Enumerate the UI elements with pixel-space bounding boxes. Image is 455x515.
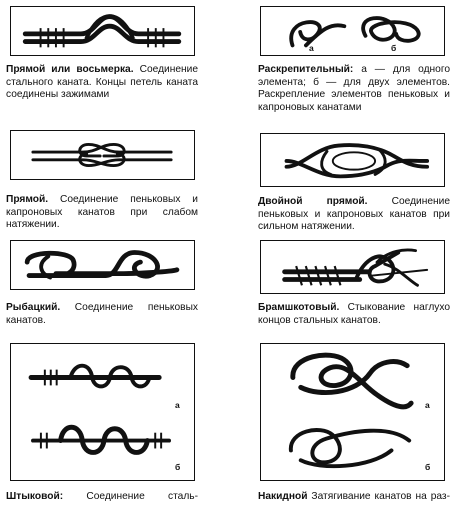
knot-caption-6 xyxy=(258,302,450,327)
knot-description: Соединение пеньковых канатов. xyxy=(6,302,198,326)
fishermans-knot-icon xyxy=(11,241,194,289)
sheet-bend-knot-icon xyxy=(261,241,444,293)
figure-label-b: б xyxy=(425,462,431,472)
knot-title: Брамшкотовый. xyxy=(258,302,340,313)
cast-on-knot-icon xyxy=(261,344,444,480)
knot-title: Штыковой: xyxy=(6,491,64,502)
knot-description: Стыкование наглухо концов стальных канатов. xyxy=(258,302,450,326)
knot-figure-2 xyxy=(260,6,445,56)
knot-description: Соединение стального каната. Концы петель каната соединены зажимами xyxy=(6,64,198,101)
knot-title: Рыбацкий. xyxy=(6,302,61,313)
figure-label-b: б xyxy=(391,43,397,53)
knot-title: Прямой. xyxy=(6,194,49,205)
knot-figure-6 xyxy=(260,240,445,294)
knot-figure-4 xyxy=(260,133,445,187)
knot-caption-5 xyxy=(6,302,198,327)
bracing-knot-icon xyxy=(261,7,444,55)
knot-figure-3 xyxy=(10,130,195,180)
knot-title: Раскрепительный: xyxy=(258,64,354,75)
knot-title: Двойной прямой. xyxy=(258,196,368,207)
knot-figure-5 xyxy=(10,240,195,290)
knot-title: Прямой или восьмерка. xyxy=(6,64,134,75)
figure-label-a: а xyxy=(425,400,430,410)
knot-figure-1 xyxy=(10,6,195,56)
knot-description: Соединение пеньковых и капроновых канатов при сильном натяжении. xyxy=(258,196,450,233)
bayonet-knot-icon xyxy=(11,344,194,480)
knot-figure-8 xyxy=(260,343,445,481)
knot-description: Соединение сталь- xyxy=(63,491,198,502)
knot-caption-4 xyxy=(258,196,450,234)
figure-eight-knot-icon xyxy=(11,7,194,55)
square-knot-icon xyxy=(11,131,194,179)
figure-label-b: б xyxy=(175,462,181,472)
figure-label-a: а xyxy=(309,43,314,53)
knot-description: а — для одного элемента; б — для двух элементов. Раскрепление элементов пеньковых и капроновых канатами xyxy=(258,64,450,113)
knot-figure-7 xyxy=(10,343,195,481)
knot-caption-7 xyxy=(6,491,198,504)
knot-caption-2 xyxy=(258,64,450,114)
knot-caption-1 xyxy=(6,64,198,102)
figure-label-a: а xyxy=(175,400,180,410)
knot-description: Затягивание канатов на раз- xyxy=(307,491,450,502)
knot-description: Соединение пеньковых и капроновых канатов при слабом натяжении. xyxy=(6,194,198,231)
knot-caption-3 xyxy=(6,194,198,232)
knot-caption-8 xyxy=(258,491,450,504)
knot-title: Накидной xyxy=(258,491,308,502)
double-square-knot-icon xyxy=(261,134,444,186)
